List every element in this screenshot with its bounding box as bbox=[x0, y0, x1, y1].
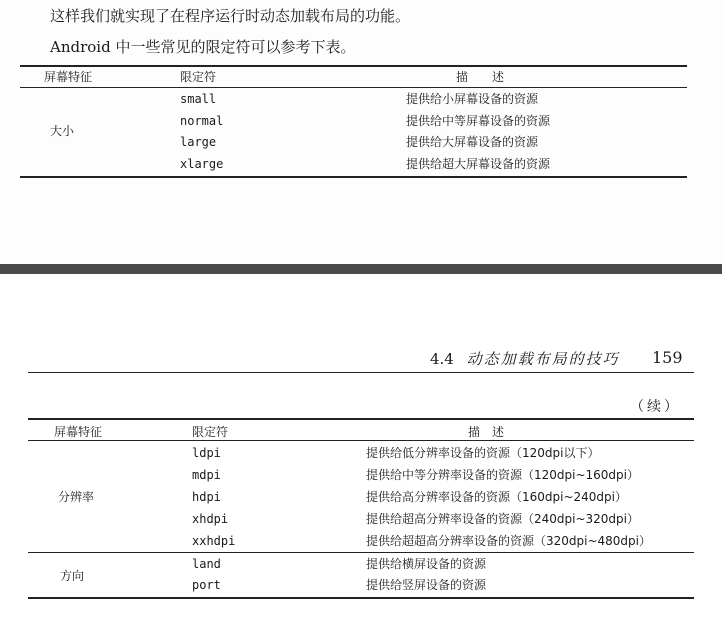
desc-xxhdpi: 提供给超超高分辨率设备的资源（320dpi~480dpi） bbox=[366, 534, 652, 548]
qualifier-large: large bbox=[180, 135, 217, 149]
qualifier-ldpi: ldpi bbox=[192, 446, 221, 460]
header-rule-bottom bbox=[28, 372, 694, 373]
qualifier-port: port bbox=[192, 578, 221, 592]
qualifier-normal: normal bbox=[180, 114, 224, 128]
page-number: 159 bbox=[652, 348, 683, 367]
header-description: 描 述 bbox=[456, 70, 505, 84]
header-rule bbox=[20, 87, 687, 88]
header-description: 描 述 bbox=[468, 425, 505, 439]
continued-label: （续） bbox=[630, 399, 681, 415]
section-number: 4.4 bbox=[430, 350, 454, 368]
header-qualifier: 限定符 bbox=[192, 425, 229, 439]
running-header bbox=[430, 348, 620, 369]
table-bottom-rule bbox=[20, 176, 687, 178]
table-top-rule bbox=[28, 418, 694, 420]
feature-orientation: 方向 bbox=[60, 569, 85, 583]
header-qualifier: 限定符 bbox=[180, 70, 217, 84]
feature-size: 大小 bbox=[50, 124, 75, 138]
group-rule bbox=[28, 552, 694, 553]
qualifier-hdpi: hdpi bbox=[192, 490, 221, 504]
desc-hdpi: 提供给高分辨率设备的资源（160dpi~240dpi） bbox=[366, 490, 628, 504]
qualifier-xlarge: xlarge bbox=[180, 157, 224, 171]
desc-xlarge: 提供给超大屏幕设备的资源 bbox=[406, 157, 551, 171]
paragraph-1: 这样我们就实现了在程序运行时动态加载布局的功能。 bbox=[50, 7, 411, 25]
desc-mdpi: 提供给中等分辨率设备的资源（120dpi~160dpi） bbox=[366, 468, 640, 482]
desc-small: 提供给小屏幕设备的资源 bbox=[406, 92, 539, 106]
qualifier-mdpi: mdpi bbox=[192, 468, 221, 482]
page-divider bbox=[0, 264, 722, 274]
qualifier-xhdpi: xhdpi bbox=[192, 512, 229, 526]
table-top-rule bbox=[20, 65, 687, 67]
desc-land: 提供给横屏设备的资源 bbox=[366, 557, 487, 571]
desc-large: 提供给大屏幕设备的资源 bbox=[406, 135, 539, 149]
header-feature: 屏幕特征 bbox=[54, 425, 103, 439]
qualifier-xxhdpi: xxhdpi bbox=[192, 534, 236, 548]
feature-resolution: 分辨率 bbox=[58, 490, 95, 504]
qualifier-small: small bbox=[180, 92, 217, 106]
header-rule bbox=[28, 440, 694, 441]
desc-port: 提供给竖屏设备的资源 bbox=[366, 578, 487, 592]
header-feature: 屏幕特征 bbox=[44, 70, 93, 84]
qualifier-land: land bbox=[192, 557, 221, 571]
desc-xhdpi: 提供给超高分辨率设备的资源（240dpi~320dpi） bbox=[366, 512, 640, 526]
page-bottom bbox=[0, 274, 722, 619]
desc-normal: 提供给中等屏幕设备的资源 bbox=[406, 114, 551, 128]
table-bottom-rule bbox=[28, 597, 694, 599]
section-title: 动态加载布局的技巧 bbox=[466, 350, 620, 368]
paragraph-2: Android 中一些常见的限定符可以参考下表。 bbox=[50, 38, 356, 56]
desc-ldpi: 提供给低分辨率设备的资源（120dpi以下） bbox=[366, 446, 600, 460]
